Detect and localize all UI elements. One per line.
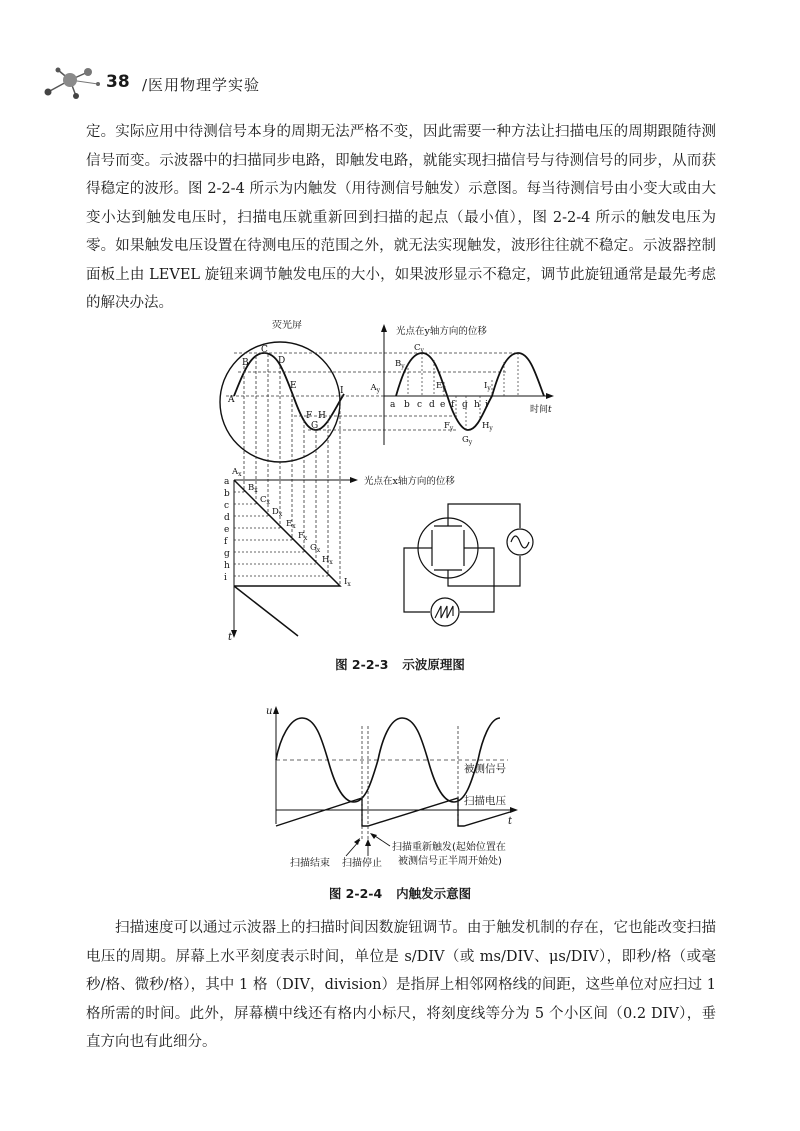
svg-text:Ay: $A_y$ (370, 383, 380, 394)
sweep-label: 扫描电压 (464, 795, 506, 807)
figure-internal-trigger (250, 700, 520, 875)
time-tick-lines (408, 353, 518, 430)
book-title: /医用物理学实验 (142, 76, 261, 94)
figure-oscilloscope-principle (198, 320, 558, 650)
svg-text:Dx: $D_x$ (272, 507, 283, 518)
time-tick-labels (390, 400, 488, 410)
svg-text:d: d (224, 513, 230, 523)
svg-text:h: h (224, 561, 230, 571)
svg-text:H: H (318, 411, 326, 421)
body-paragraph-1 (86, 118, 716, 318)
sawtooth-source-icon (431, 598, 459, 626)
svg-text:Cy: $C_y$ (414, 343, 424, 354)
svg-text:Ex: $E_x$ (286, 519, 296, 530)
figure2-caption (0, 884, 800, 902)
screen-label: 荧光屏 (272, 320, 302, 331)
svg-text:b: b (224, 489, 230, 499)
svg-text:c: c (224, 501, 230, 511)
svg-text:f: f (451, 400, 455, 410)
page-header (40, 66, 760, 100)
y-waveform (396, 353, 544, 430)
svg-text:c: c (417, 400, 423, 410)
svg-text:b: b (404, 400, 410, 410)
x-point-labels (231, 467, 351, 588)
crt-circuit (404, 504, 520, 612)
paragraph-text: 定。实际应用中待测信号本身的周期无法严格不变，因此需要一种方法让扫描电压的周期跟随待测信号而变。示波器中的扫描同步电路，即触发电路，就能实现扫描信号与待测信号的同步，从而获得稳定的波形。图 2-2-4 所示为内触发（用待测信号触发）示意图。每当待测信号由小变大或由大变小达到触发电压时，扫描电压就重新回到扫描的起点（最小值），图 2-2-4 所示的触发电压为零。如果触发电压设置在待测电压的范围之外，就无法实现触发，波形往往就不稳定。示波器控制面板上由 LEVEL 旋钮来调节触发电压的大小，如果波形显示不稳定，调节此旋钮通常是最先考虑的解决办法。 (86, 124, 716, 311)
retrigger-label-line1: 扫描重新触发(起始位置在 (392, 842, 506, 853)
svg-text:f: f (224, 537, 228, 547)
svg-text:D: D (278, 356, 286, 366)
sweep-t-label: t (228, 632, 233, 643)
svg-text:E: E (290, 381, 297, 391)
sweep-end-label: 扫描结束 (290, 858, 330, 869)
svg-text:Cx: $C_x$ (260, 495, 270, 506)
svg-text:Fx: $F_x$ (298, 531, 308, 542)
retrigger-label-line2: 被测信号正半周开始处) (398, 856, 502, 867)
svg-text:e: e (440, 400, 446, 410)
svg-text:Hy: $H_y$ (482, 421, 493, 432)
sweep-time-labels (224, 477, 230, 583)
svg-text:i: i (485, 400, 488, 410)
svg-text:a: a (224, 477, 230, 487)
svg-text:Hx: $H_x$ (322, 555, 333, 566)
molecule-logo-icon (40, 66, 104, 100)
svg-text:i: i (224, 573, 227, 583)
svg-text:Fy: $F_y$ (444, 421, 454, 432)
x-axis-label: 光点在x轴方向的位移 (364, 476, 455, 487)
svg-text:Iy: $I_y$ (484, 381, 491, 392)
svg-text:Gy: $G_y$ (462, 435, 473, 446)
caption-number: 图 2-2-4 (328, 886, 383, 901)
svg-text:g: g (224, 549, 230, 559)
y-axis-label: 光点在y轴方向的位移 (396, 326, 487, 337)
t-axis-label: t (508, 816, 513, 827)
svg-text:By: $B_y$ (395, 359, 405, 370)
svg-text:h: h (474, 400, 480, 410)
svg-text:Ax: $A_x$ (232, 467, 242, 478)
screen-point-labels (227, 345, 344, 431)
svg-text:Ix: $I_x$ (344, 577, 351, 588)
svg-text:Gx: $G_x$ (310, 543, 321, 554)
caption-text: 内触发示意图 (396, 886, 472, 901)
svg-text:g: g (462, 400, 468, 410)
signal-label: 被测信号 (464, 763, 506, 775)
svg-text:G: G (311, 421, 319, 431)
sweep-horizontal-guides (234, 492, 328, 576)
caption-number: 图 2-2-3 (335, 657, 389, 672)
svg-text:a: a (390, 400, 396, 410)
svg-text:F: F (306, 411, 313, 421)
caption-text: 示波原理图 (402, 657, 465, 672)
paragraph-text: 扫描速度可以通过示波器上的扫描时间因数旋钮调节。由于触发机制的存在，它也能改变扫描电压的周期。屏幕上水平刻度表示时间，单位是 s/DIV（或 ms/DIV、μs/DIV），即秒/格（或毫秒/格、微秒/格），其中 1 格（DIV，division）是指屏上相邻网格线的间距，这些单位对应扫过 1 格所需的时间。此外，屏幕横中线还有格内小标尺，将刻度线等分为 5 个小区间（0.2 DIV），垂直方向也有此细分。 (86, 920, 716, 1050)
body-paragraph-2 (86, 914, 716, 1057)
svg-text:C: C (261, 345, 268, 355)
sweep-stop-label: 扫描停止 (342, 858, 382, 869)
u-axis-label: u (266, 706, 273, 717)
svg-text:Ey: $E_y$ (436, 381, 446, 392)
svg-text:e: e (224, 525, 230, 535)
svg-text:B: B (242, 358, 249, 368)
figure1-caption (0, 655, 800, 673)
time-axis-label: 时间t (530, 405, 552, 415)
svg-text:I: I (340, 386, 344, 396)
svg-text:A: A (228, 395, 235, 405)
svg-text:Bx: $B_x$ (248, 483, 258, 494)
ac-source-icon (507, 529, 533, 555)
svg-text:d: d (429, 400, 435, 410)
page-number: 38 (106, 72, 130, 92)
